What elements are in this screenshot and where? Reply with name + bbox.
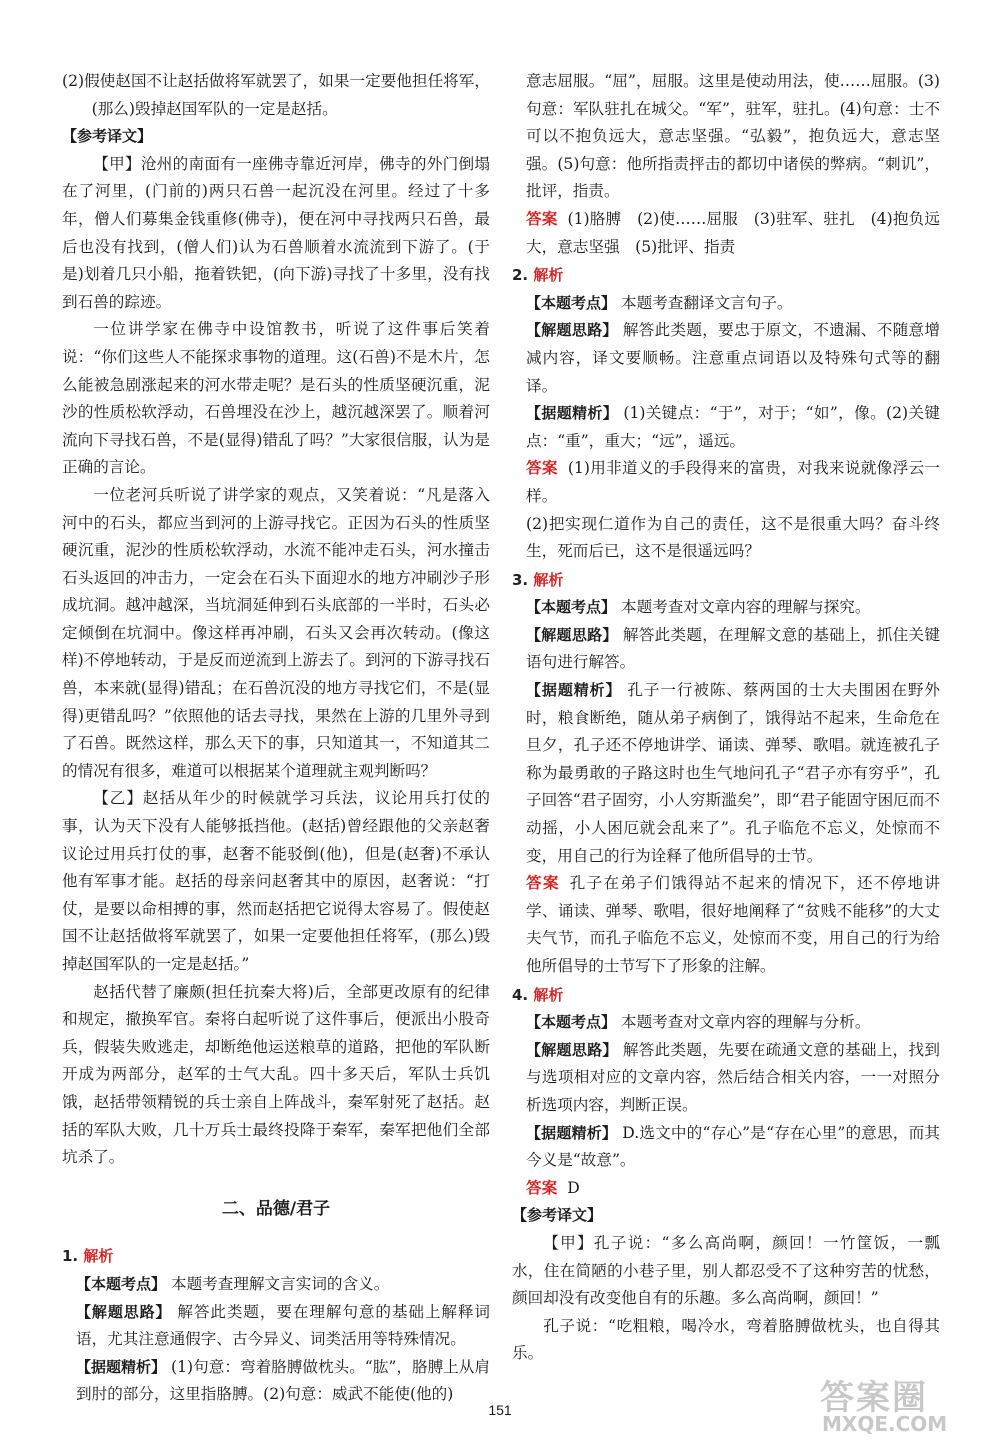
answer-text: 孔子在弟子们饿得站不起来的情况下，还不停地讲学、诵读、弹琴、歌唱，很好地阐释了“贫贱不能移”的大丈夫气节，而孔子临危不忘义，处惊而不变，用自己的行为给他所倡导的士节写下了形象的注解。 bbox=[526, 874, 940, 975]
question-1-heading bbox=[62, 1243, 490, 1271]
q2-knowledge-point bbox=[512, 290, 940, 318]
answer-text: (1)胳膊 (2)使……屈服 (3)驻军、驻扎 (4)抱负远大，意志坚强 (5)批评、指责 bbox=[526, 209, 940, 256]
q4-knowledge-point bbox=[512, 1009, 940, 1037]
q4-answer bbox=[512, 1175, 940, 1203]
yi-paragraph-1: 【乙】赵括从年少的时候就学习兵法，议论用兵打仗的事，认为天下没有人能够抵挡他。(赵括)曾经跟他的父亲赵奢议论过用兵打仗的事，赵奢不能驳倒(他)，但是(赵奢)不承认他有军事才能。赵括的母亲问赵奢其中的原因，赵奢说：“打仗，是要以命相搏的事，然而赵括把它说得太容易了。假使赵国不让赵括做将军就罢了，如果一定要他担任将军，(那么)毁掉赵国军队的一定是赵括。” bbox=[62, 789, 490, 973]
knowledge-point-tag: 【本题考点】 bbox=[526, 598, 617, 617]
answer-label: 答案 bbox=[526, 874, 560, 893]
answer-label: 答案 bbox=[526, 209, 558, 228]
analysis-tag: 【据题精析】 bbox=[526, 681, 622, 700]
analysis-tag: 【据题精析】 bbox=[526, 1123, 618, 1142]
q3-answer bbox=[512, 870, 940, 980]
ref-paragraph-2: 孔子说：“吃粗粮，喝冷水，弯着胳膊做枕头，也自得其乐。 bbox=[512, 1316, 940, 1363]
jia-paragraph-3: 一位老河兵听说了讲学家的观点，又笑着说：“凡是落入河中的石头，都应当到河的上游寻找它。正因为石头的性质坚硬沉重，泥沙的性质松软浮动，水流不能冲走石头，河水撞击石头返回的冲击力，一定会在石头下面迎水的地方冲刷沙子形成坑洞。越冲越深，当坑洞延伸到石头底部的一半时，石头必定倾倒在坑洞中。像这样再冲刷，石头又会再次转动。(像这样)不停地转动，于是反而逆流到上游去了。到河的下游寻找石兽，本来就(显得)错乱；在石兽沉没的地方寻找它们，不是(显得)更错乱吗？”依照他的话去寻找，果然在上游的几里外寻到了石兽。既然这样，那么天下的事，只知道其一，不知道其二的情况有很多，难道可以根据某个道理就主观判断吗？ bbox=[62, 485, 490, 780]
reference-translation-tag: 【参考译文】 bbox=[62, 127, 153, 146]
knowledge-point-text: 本题考查对文章内容的理解与分析。 bbox=[620, 1013, 871, 1032]
analysis-text: (1)关键点：“于”，对于；“如”，像。(2)关键点：“重”，重大；“远”，遥远。 bbox=[526, 404, 940, 450]
question-number: 2. bbox=[512, 266, 529, 285]
question-number: 3. bbox=[512, 570, 529, 589]
analysis-tag: 【据题精析】 bbox=[526, 404, 619, 423]
right-column bbox=[512, 68, 940, 1368]
knowledge-point-tag: 【本题考点】 bbox=[76, 1274, 167, 1293]
question-2-heading bbox=[512, 262, 940, 290]
solution-idea-tag: 【解题思路】 bbox=[526, 1040, 618, 1059]
watermark-title: 答案圈 bbox=[820, 1378, 928, 1418]
page-number: 151 bbox=[488, 1402, 512, 1418]
analysis-label: 解析 bbox=[533, 266, 564, 285]
watermark-url: MXQE.COM bbox=[822, 1412, 948, 1436]
solution-idea-tag: 【解题思路】 bbox=[526, 625, 618, 644]
ref-paragraph-1: 【甲】孔子说：“多么高尚啊，颜回！一竹筐饭，一瓢水，住在简陋的小巷子里，别人都忍受不了这种穷苦的忧愁，颜回却没有改变他自有的乐趣。多么高尚啊，颜回！” bbox=[512, 1233, 940, 1308]
solution-idea-text: 解答此类题，要在理解句意的基础上解释词语，尤其注意通假字、古今异义、词类活用等特殊情况。 bbox=[76, 1302, 490, 1349]
q3-analysis bbox=[512, 677, 940, 870]
analysis-text: (1)句意：弯着胳膊做枕头。“肱”，胳膊上从肩到肘的部分，这里指胳膊。(2)句意：威武不能使(他的) bbox=[76, 1357, 490, 1404]
analysis-label: 解析 bbox=[533, 985, 564, 1004]
knowledge-point-tag: 【本题考点】 bbox=[526, 1013, 617, 1032]
answer-label: 答案 bbox=[526, 459, 558, 478]
q4-analysis bbox=[512, 1120, 940, 1175]
solution-idea-text: 解答此类题，在理解文意的基础上，抓住关键语句进行解答。 bbox=[526, 625, 940, 672]
question-number: 4. bbox=[512, 985, 529, 1004]
knowledge-point-tag: 【本题考点】 bbox=[526, 293, 617, 312]
q3-solution-idea bbox=[512, 622, 940, 677]
q2-answer-2: (2)把实现仁道作为自己的责任，这不是很重大吗？奋斗终生，死而后已，这不是很遥远吗？ bbox=[526, 514, 940, 561]
solution-idea-tag: 【解题思路】 bbox=[526, 321, 618, 340]
jia-paragraph-2: 一位讲学家在佛寺中设馆教书，听说了这件事后笑着说：“你们这些人不能探求事物的道理。这(石兽)不是木片，怎么能被急剧涨起来的河水带走呢？是石头的性质坚硬沉重，泥沙的性质松软浮动，石兽埋没在沙上，越沉越深罢了。顺着河流向下寻找石兽，不是(显得)错乱了吗？”大家很信服，认为是正确的言论。 bbox=[62, 320, 490, 477]
q2-solution-idea bbox=[512, 317, 940, 400]
q2-analysis bbox=[512, 400, 940, 455]
left-column bbox=[62, 68, 490, 1409]
analysis-label: 解析 bbox=[533, 570, 564, 589]
analysis-text: D.选文中的“存心”是“存在心里”的意思，而其今义是“故意”。 bbox=[526, 1123, 940, 1170]
reference-translation-tag: 【参考译文】 bbox=[512, 1206, 603, 1225]
q4-solution-idea bbox=[512, 1037, 940, 1120]
q1-knowledge-point bbox=[62, 1271, 490, 1299]
q1-answer bbox=[512, 206, 940, 261]
question-4-heading bbox=[512, 982, 940, 1010]
analysis-tag: 【据题精析】 bbox=[76, 1357, 167, 1376]
knowledge-point-text: 本题考查对文章内容的理解与探究。 bbox=[620, 598, 871, 617]
yi-paragraph-2: 赵括代替了廉颇(担任抗秦大将)后，全部更改原有的纪律和规定，撤换军官。秦将白起听说了这件事后，便派出小股奇兵，假装失败逃走，却断绝他运送粮草的道路，把他的军队断开成为两部分，赵军的士气大乱。四十多天后，军队士兵饥饿，赵括带领精锐的兵士亲自上阵战斗，秦军射死了赵括。赵括的军队大败，几十万兵士最终投降于秦军，秦军把他们全部坑杀了。 bbox=[62, 982, 490, 1167]
q1-solution-idea bbox=[62, 1299, 490, 1354]
q3-knowledge-point bbox=[512, 594, 940, 622]
q1-analysis bbox=[62, 1354, 490, 1409]
solution-idea-tag: 【解题思路】 bbox=[76, 1302, 172, 1321]
answer-text: D bbox=[567, 1178, 580, 1197]
solution-idea-text: 解答此类题，要忠于原文，不遗漏、不随意增减内容，译文要顺畅。注意重点词语以及特殊句式等的翻译。 bbox=[526, 321, 940, 395]
knowledge-point-text: 本题考查翻译文言句子。 bbox=[620, 293, 793, 312]
analysis-label: 解析 bbox=[83, 1247, 114, 1266]
answer-label: 答案 bbox=[526, 1178, 558, 1197]
watermark-logo bbox=[820, 1372, 990, 1436]
question-number: 1. bbox=[62, 1247, 79, 1266]
jia-paragraph-1: 【甲】沧州的南面有一座佛寺靠近河岸，佛寺的外门倒塌在了河里，(门前的)两只石兽一起沉没在河里。经过了十多年，僧人们募集金钱重修(佛寺)，便在河中寻找两只石兽，最后也没有找到，(僧人们)认为石兽顺着水流流到下游了。(于是)划着几只小船，拖着铁钯，(向下游)寻找了十多里，没有找到石兽的踪迹。 bbox=[62, 154, 490, 311]
solution-idea-text: 解答此类题，先要在疏通文意的基础上，找到与选项相对应的文章内容，然后结合相关内容，一一对照分析选项内容，判断正误。 bbox=[526, 1040, 940, 1114]
knowledge-point-text: 本题考查理解文言实词的含义。 bbox=[170, 1274, 390, 1293]
question-3-heading bbox=[512, 567, 940, 595]
q2-answer-1 bbox=[512, 455, 940, 510]
answer-text: (1)用非道义的手段得来的富贵，对我来说就像浮云一样。 bbox=[526, 459, 940, 505]
analysis-text: 孔子一行被陈、蔡两国的士大夫围困在野外时，粮食断绝，随从弟子病倒了，饿得站不起来，生命危在旦夕，孔子还不停地讲学、诵读、弹琴、歌唱。就连被孔子称为最勇敢的子路这时也生气地问孔子“君子亦有穷乎”，孔子回答“君子固穷，小人穷斯滥矣”，即“君子能固守困厄而不动摇，小人困厄就会乱来了”。孔子临危不忘义，处惊而不变，用自己的行为诠释了他所倡导的士节。 bbox=[526, 681, 940, 865]
section-title: 二、品德/君子 bbox=[221, 1198, 331, 1219]
q1-analysis-continued: 意志屈服。“屈”，屈服。这里是使动用法，使……屈服。(3)句意：军队驻扎在城父。“军”，驻军，驻扎。(4)句意：士不可以不抱负远大，意志坚强。“弘毅”，抱负远大，意志坚强。(5)句意：他所指责抨击的都切中诸侯的弊病。“刺讥”，批评，指责。 bbox=[526, 72, 940, 201]
intro-paragraph: (2)假使赵国不让赵括做将军就罢了，如果一定要他担任将军，(那么)毁掉赵国军队的一定是赵括。 bbox=[62, 72, 490, 118]
